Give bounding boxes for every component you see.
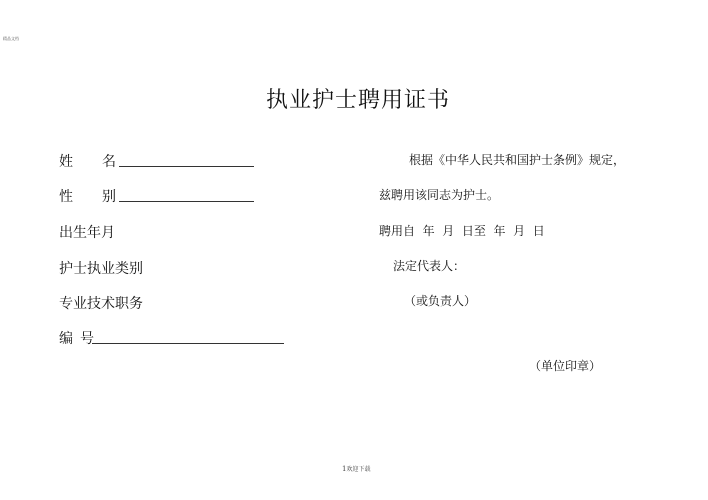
page-footer-text: 欢迎下载 — [346, 466, 371, 473]
position-label: 专业技术职务 — [59, 296, 143, 312]
corner-note: 精品文档 — [3, 36, 19, 41]
number-label-char2: 号 — [80, 331, 94, 347]
appointment-line: 兹聘用该同志为护士。 — [379, 188, 500, 202]
page-footer — [342, 456, 370, 475]
certificate-title: 执业护士聘用证书 — [266, 88, 451, 113]
number-label-char1: 编 — [59, 331, 73, 347]
gender-label-char2: 别 — [102, 189, 116, 205]
appointment-period-line: 聘用自 年 月 日至 年 月 日 — [379, 224, 545, 238]
name-label-char1: 姓 — [59, 154, 73, 170]
birth-label: 出生年月 — [59, 225, 115, 241]
category-label: 护士执业类别 — [59, 261, 143, 277]
name-underline — [119, 166, 254, 167]
name-label-char2: 名 — [102, 154, 116, 170]
gender-label-char1: 性 — [59, 189, 73, 205]
responsible-person-label: （或负责人） — [404, 294, 477, 308]
page-number: 1 — [342, 465, 347, 473]
gender-underline — [119, 201, 254, 202]
legal-representative-label: 法定代表人： — [393, 259, 466, 273]
regulation-line: 根据《中华人民共和国护士条例》规定， — [409, 153, 626, 167]
unit-seal-label: （单位印章） — [529, 359, 602, 373]
number-underline — [92, 343, 284, 344]
